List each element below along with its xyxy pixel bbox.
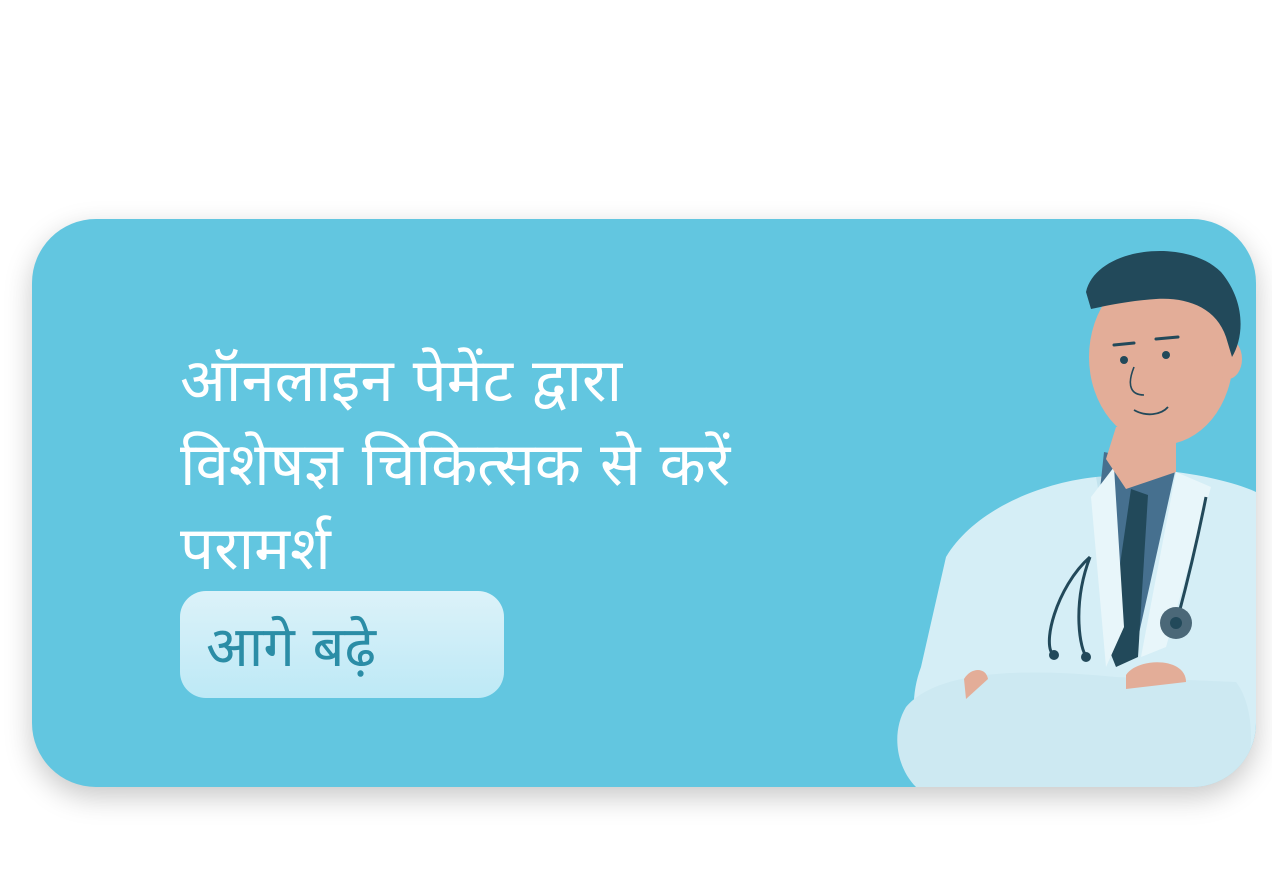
banner-headline: ऑनलाइन पेमेंट द्वारा विशेषज्ञ चिकित्सक से करें परामर्श — [180, 346, 731, 584]
proceed-button[interactable]: आगे बढ़े — [180, 591, 504, 698]
promo-banner-card — [32, 219, 1256, 787]
doctor-arms — [897, 672, 1251, 787]
doctor-illustration — [876, 227, 1256, 787]
